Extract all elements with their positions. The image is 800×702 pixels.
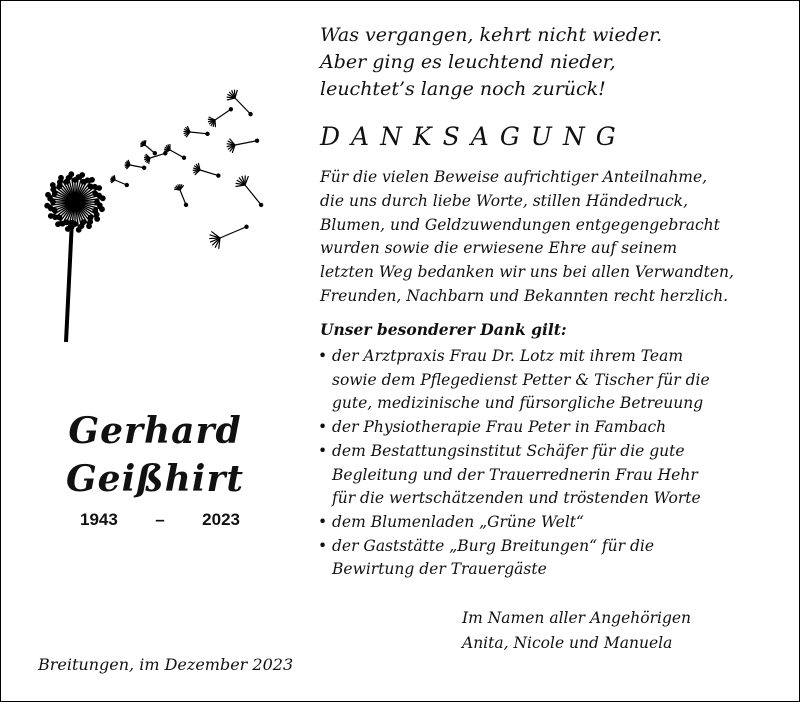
paragraph-line: Für die vielen Beweise aufrichtiger Anteilnahme,: [320, 168, 708, 186]
list-item: [318, 511, 788, 535]
poem-line: Aber ging es leuchtend nieder,: [320, 51, 616, 73]
list-item: [318, 535, 788, 582]
poem: [320, 22, 662, 103]
list-item-line: dem Bestattungsinstitut Schäfer für die gute: [332, 441, 685, 460]
list-item-line: der Gaststätte „Burg Breitungen“ für die: [332, 536, 655, 555]
bullet-icon: •: [318, 536, 328, 555]
signature-line: Im Namen aller Angehörigen: [462, 609, 692, 627]
list-item: [318, 416, 788, 440]
special-thanks-heading: Unser besonderer Dank gilt:: [320, 320, 567, 339]
special-thanks-list: [318, 345, 788, 582]
paragraph-line: Freunden, Nachbarn und Bekannten recht herzlich.: [320, 286, 729, 305]
paragraph-line: wurden sowie die erwiesene Ehre auf seinem: [320, 239, 678, 258]
list-item-line: dem Blumenladen „Grüne Welt“: [332, 512, 584, 531]
bullet-icon: •: [318, 441, 328, 460]
left-column: [0, 0, 300, 702]
list-item-line: Bewirtung der Trauergäste: [332, 560, 547, 579]
dandelion-icon: [30, 70, 280, 350]
thanks-paragraph: [320, 166, 790, 309]
birth-year: 1943: [80, 510, 118, 529]
deceased-first-name: Gerhard: [68, 410, 242, 452]
page-title: DANKSAGUNG: [320, 122, 627, 151]
signature-names: Anita, Nicole und Manuela: [462, 634, 673, 652]
paragraph-line: Blumen, und Geldzuwendungen entgegengebracht: [320, 215, 720, 234]
right-column: [318, 0, 798, 702]
poem-line: leuchtet’s lange noch zurück!: [320, 78, 606, 100]
bullet-icon: •: [318, 418, 328, 437]
list-item-line: der Arztpraxis Frau Dr. Lotz mit ihrem Team: [332, 347, 684, 365]
bullet-icon: •: [318, 512, 328, 531]
place-date: Breitungen, im Dezember 2023: [38, 655, 294, 674]
death-year: 2023: [202, 510, 240, 529]
list-item-line: Begleitung und der Trauerrednerin Frau Hehr: [332, 465, 698, 484]
signature: [462, 606, 691, 656]
list-item-line: gute, medizinische und fürsorgliche Betreuung: [332, 394, 704, 413]
list-item-line: für die wertschätzenden und tröstenden Worte: [332, 489, 701, 508]
list-item-line: sowie dem Pflegedienst Petter & Tischer für die: [332, 370, 710, 389]
life-dates: [80, 510, 240, 530]
paragraph-line: letzten Weg bedanken wir uns bei allen Verwandten,: [320, 263, 734, 282]
deceased-last-name: Geißhirt: [65, 458, 245, 500]
list-item: [318, 345, 788, 416]
poem-line: Was vergangen, kehrt nicht wieder.: [320, 24, 663, 46]
list-item-line: der Physiotherapie Frau Peter in Fambach: [332, 418, 667, 437]
list-item: [318, 440, 788, 511]
date-dash: –: [155, 510, 165, 529]
bullet-icon: •: [318, 347, 328, 365]
paragraph-line: die uns durch liebe Worte, stillen Händedruck,: [320, 191, 689, 210]
